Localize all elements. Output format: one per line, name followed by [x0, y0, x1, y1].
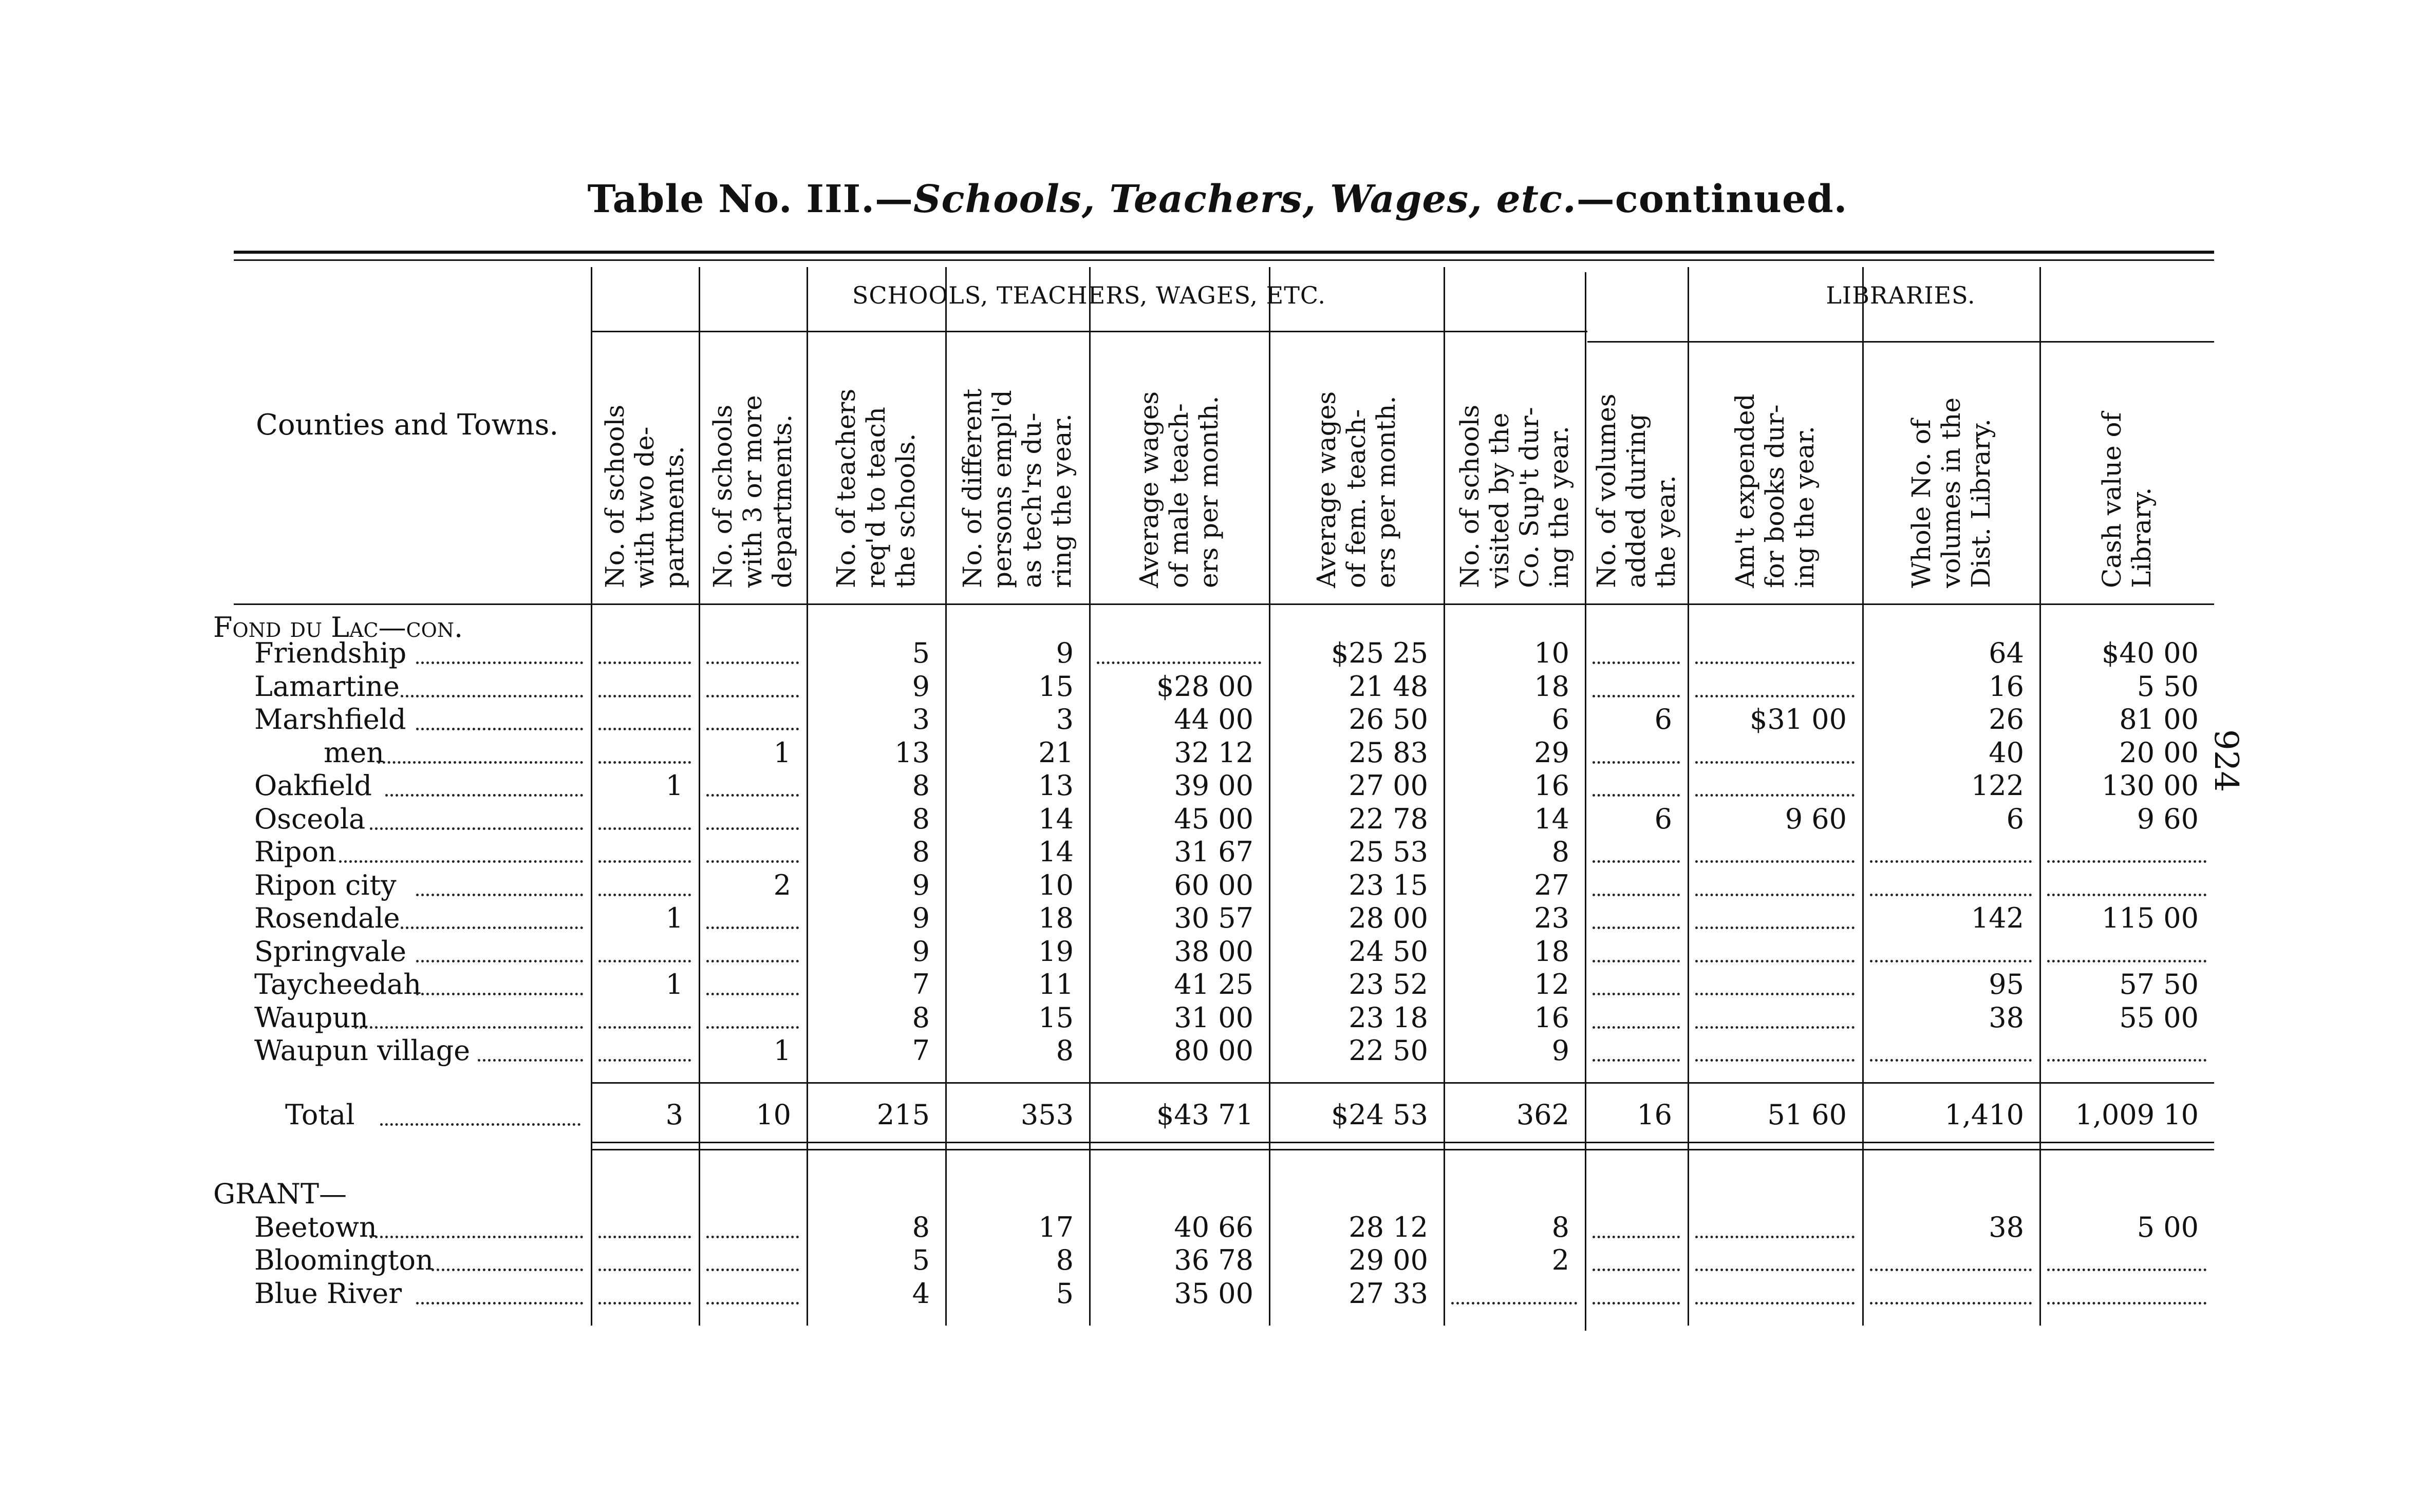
- town-name: Marshfield: [254, 703, 406, 735]
- table-cell: 17: [1038, 1211, 1074, 1243]
- table-cell: 80 00: [1174, 1034, 1253, 1067]
- table-cell: $24 53: [1331, 1098, 1428, 1131]
- table-cell: 30 57: [1174, 902, 1253, 934]
- tick: [1444, 334, 1445, 336]
- table-cell: 18: [1038, 902, 1074, 934]
- empty-cell-dots: [1695, 1236, 1855, 1238]
- empty-cell-dots: [706, 662, 799, 664]
- table-cell: 5: [912, 637, 930, 669]
- column-header-8: No. of volumes added during the year.: [1591, 393, 1681, 588]
- empty-cell-dots: [1695, 1026, 1855, 1029]
- table-cell: 9: [912, 670, 930, 703]
- table-cell: 25 83: [1348, 736, 1428, 769]
- table-cell: 23: [1534, 902, 1569, 934]
- empty-cell-dots: [706, 993, 799, 995]
- empty-cell-dots: [1097, 662, 1261, 664]
- table-cell: 41 25: [1174, 968, 1253, 1000]
- table-cell: 353: [1020, 1098, 1074, 1131]
- column-header-1: No. of schools with two de- partments.: [600, 405, 689, 588]
- empty-cell-dots: [1593, 1026, 1680, 1029]
- empty-cell-dots: [1695, 1269, 1855, 1271]
- page-number: 924: [2207, 729, 2245, 792]
- empty-cell-dots: [706, 927, 799, 929]
- table-cell: 14: [1038, 802, 1074, 835]
- tick: [2039, 344, 2041, 347]
- table-cell: 8: [1056, 1034, 1074, 1067]
- table-cell: 28 00: [1348, 902, 1428, 934]
- tick: [1269, 334, 1270, 336]
- group-header-libraries: LIBRARIES.: [1826, 281, 1976, 309]
- empty-cell-dots: [1593, 1059, 1680, 1062]
- tick: [1862, 344, 1864, 347]
- table-title: [0, 177, 2435, 221]
- table-cell: 45 00: [1174, 802, 1253, 835]
- table-cell: 29 00: [1348, 1244, 1428, 1276]
- table-cell: 13: [894, 736, 930, 769]
- empty-cell-dots: [706, 1236, 799, 1238]
- table-cell: 1: [665, 968, 683, 1000]
- empty-cell-dots: [1593, 993, 1680, 995]
- table-cell: 22 50: [1348, 1034, 1428, 1067]
- table-cell: $40 00: [2102, 637, 2199, 669]
- leader-dots: [416, 728, 583, 730]
- empty-cell-dots: [706, 794, 799, 797]
- empty-cell-dots: [1695, 662, 1855, 664]
- town-name: Lamartine: [254, 670, 400, 703]
- column-header-4: No. of different persons empl'd as tech'rs du- ring the year.: [958, 388, 1077, 588]
- empty-cell-dots: [1695, 960, 1855, 962]
- empty-cell-dots: [1870, 860, 2032, 863]
- table-cell: 15: [1038, 1001, 1074, 1034]
- table-cell: 19: [1038, 935, 1074, 968]
- table-cell: $43 71: [1156, 1098, 1253, 1131]
- leader-dots: [380, 1123, 580, 1126]
- leader-dots: [416, 960, 583, 962]
- table-cell: 362: [1516, 1098, 1569, 1131]
- column-header-11: Cash value of Library.: [2097, 412, 2157, 588]
- table-cell: 9: [912, 935, 930, 968]
- table-cell: 21 48: [1348, 670, 1428, 703]
- table-cell: 40 66: [1174, 1211, 1253, 1243]
- table-cell: 8: [912, 1211, 930, 1243]
- table-cell: 16: [1534, 769, 1569, 802]
- empty-cell-dots: [2047, 894, 2206, 896]
- table-cell: 1: [665, 769, 683, 802]
- table-cell: 1: [665, 902, 683, 934]
- table-cell: 64: [1989, 637, 2024, 669]
- leader-dots: [370, 827, 583, 830]
- leader-dots: [432, 1269, 583, 1271]
- table-cell: 6: [1654, 703, 1672, 735]
- empty-cell-dots: [1593, 927, 1680, 929]
- table-cell: $28 00: [1156, 670, 1253, 703]
- table-cell: 9 60: [1785, 802, 1847, 835]
- empty-cell-dots: [598, 761, 691, 764]
- column-header-10: Whole No. of volumes in the Dist. Library.: [1906, 397, 1996, 588]
- table-cell: 8: [1551, 836, 1569, 868]
- empty-cell-dots: [1695, 761, 1855, 764]
- empty-cell-dots: [1695, 1302, 1855, 1305]
- table-cell: 10: [1534, 637, 1569, 669]
- town-name: Oakfield: [254, 769, 372, 802]
- town-name: Springvale: [254, 935, 406, 968]
- column-rule-7: [1585, 272, 1586, 1331]
- table-cell: 20 00: [2119, 736, 2199, 769]
- table-cell: 9: [1551, 1034, 1569, 1067]
- empty-cell-dots: [598, 1236, 691, 1238]
- table-cell: 31 00: [1174, 1001, 1253, 1034]
- leader-dots: [385, 794, 583, 797]
- town-name: Bloomington: [254, 1244, 434, 1276]
- table-cell: 27 00: [1348, 769, 1428, 802]
- empty-cell-dots: [598, 894, 691, 896]
- table-cell: 5: [912, 1244, 930, 1276]
- table-cell: 8: [912, 836, 930, 868]
- table-cell: 81 00: [2119, 703, 2199, 735]
- town-name: men: [324, 736, 384, 769]
- empty-cell-dots: [1593, 1302, 1680, 1305]
- table-cell: 18: [1534, 670, 1569, 703]
- leader-dots: [416, 993, 583, 995]
- table-cell: 44 00: [1174, 703, 1253, 735]
- table-cell: 95: [1989, 968, 2024, 1000]
- title-suffix: —continued.: [1576, 177, 1848, 221]
- leader-dots: [339, 860, 583, 863]
- empty-cell-dots: [706, 728, 799, 730]
- table-cell: 7: [912, 1034, 930, 1067]
- empty-cell-dots: [1870, 1059, 2032, 1062]
- table-cell: 39 00: [1174, 769, 1253, 802]
- empty-cell-dots: [598, 827, 691, 830]
- empty-cell-dots: [1593, 894, 1680, 896]
- counties-towns-header: Counties and Towns.: [256, 408, 559, 442]
- table-cell: 8: [912, 1001, 930, 1034]
- table-cell: 57 50: [2119, 968, 2199, 1000]
- empty-cell-dots: [2047, 1269, 2206, 1271]
- table-cell: 32 12: [1174, 736, 1253, 769]
- table-cell: 13: [1038, 769, 1074, 802]
- empty-cell-dots: [1870, 1302, 2032, 1305]
- table-cell: 14: [1038, 836, 1074, 868]
- table-cell: 21: [1038, 736, 1074, 769]
- table-cell: 6: [2006, 802, 2024, 835]
- total-label: Total: [285, 1098, 355, 1131]
- table-cell: 3: [912, 703, 930, 735]
- empty-cell-dots: [598, 1302, 691, 1305]
- empty-cell-dots: [598, 662, 691, 664]
- empty-cell-dots: [1593, 960, 1680, 962]
- title-prefix: Table No. III.—: [587, 177, 913, 221]
- column-header-2: No. of schools with 3 or more departments.: [708, 395, 797, 588]
- total-bottom-rule-2: [591, 1149, 2214, 1150]
- tick: [1089, 334, 1091, 336]
- column-rule-1: [699, 267, 700, 1326]
- table-cell: 38: [1989, 1211, 2024, 1243]
- leader-dots: [354, 1026, 583, 1029]
- group-header-schools: SCHOOLS, TEACHERS, WAGES, ETC.: [852, 281, 1326, 309]
- empty-cell-dots: [706, 860, 799, 863]
- empty-cell-dots: [598, 860, 691, 863]
- leader-dots: [370, 1236, 583, 1238]
- table-cell: 22 78: [1348, 802, 1428, 835]
- tick: [699, 334, 700, 336]
- empty-cell-dots: [1695, 860, 1855, 863]
- table-cell: 11: [1038, 968, 1074, 1000]
- empty-cell-dots: [1695, 1059, 1855, 1062]
- empty-cell-dots: [1870, 1269, 2032, 1271]
- town-name: Ripon city: [254, 868, 397, 901]
- table-cell: 27: [1534, 868, 1569, 901]
- column-header-3: No. of teachers req'd to teach the schools.: [831, 388, 921, 588]
- empty-cell-dots: [2047, 860, 2206, 863]
- table-cell: 5 00: [2137, 1211, 2199, 1243]
- empty-cell-dots: [706, 827, 799, 830]
- tick: [807, 334, 808, 336]
- empty-cell-dots: [1695, 993, 1855, 995]
- town-name: Rosendale: [254, 902, 400, 934]
- table-cell: 55 00: [2119, 1001, 2199, 1034]
- header-bottom-rule: [234, 603, 2214, 605]
- empty-cell-dots: [598, 1026, 691, 1029]
- empty-cell-dots: [598, 695, 691, 697]
- table-cell: 9: [912, 902, 930, 934]
- table-cell: 8: [1056, 1244, 1074, 1276]
- tick: [1688, 344, 1689, 347]
- empty-cell-dots: [1870, 894, 2032, 896]
- table-cell: 1,009 10: [2075, 1098, 2199, 1131]
- column-header-9: Am't expended for books dur- ing the year.: [1730, 393, 1820, 588]
- table-cell: 5 50: [2137, 670, 2199, 703]
- table-cell: 15: [1038, 670, 1074, 703]
- empty-cell-dots: [598, 1059, 691, 1062]
- empty-cell-dots: [2047, 960, 2206, 962]
- empty-cell-dots: [1593, 662, 1680, 664]
- table-cell: 40: [1989, 736, 2024, 769]
- empty-cell-dots: [1695, 927, 1855, 929]
- tick: [945, 334, 947, 336]
- table-cell: 26: [1989, 703, 2024, 735]
- table-cell: 1: [773, 736, 791, 769]
- table-cell: 2: [1551, 1244, 1569, 1276]
- empty-cell-dots: [2047, 1059, 2206, 1062]
- county-heading: Fond du Lac—con.: [213, 611, 463, 644]
- empty-cell-dots: [706, 1269, 799, 1271]
- table-cell: 16: [1989, 670, 2024, 703]
- empty-cell-dots: [598, 960, 691, 962]
- table-cell: 27 33: [1348, 1277, 1428, 1310]
- table-cell: 7: [912, 968, 930, 1000]
- town-name: Beetown: [254, 1211, 377, 1243]
- town-name: Waupun village: [254, 1034, 471, 1067]
- table-cell: 24 50: [1348, 935, 1428, 968]
- table-cell: 38 00: [1174, 935, 1253, 968]
- table-cell: 35 00: [1174, 1277, 1253, 1310]
- table-cell: 8: [912, 802, 930, 835]
- table-cell: 26 50: [1348, 703, 1428, 735]
- empty-cell-dots: [1870, 960, 2032, 962]
- table-cell: 6: [1551, 703, 1569, 735]
- table-cell: 38: [1989, 1001, 2024, 1034]
- table-cell: 23 15: [1348, 868, 1428, 901]
- table-cell: 23 18: [1348, 1001, 1428, 1034]
- column-header-6: Average wages of fem. teach- ers per month.: [1312, 391, 1401, 588]
- table-cell: 115 00: [2102, 902, 2199, 934]
- empty-cell-dots: [1695, 695, 1855, 697]
- total-bottom-rule: [591, 1142, 2214, 1143]
- table-cell: 18: [1534, 935, 1569, 968]
- top-rule-thin: [234, 259, 2214, 261]
- column-header-7: No. of schools visited by the Co. Sup't dur- ing the year.: [1454, 405, 1574, 588]
- table-cell: 142: [1971, 902, 2024, 934]
- empty-cell-dots: [706, 960, 799, 962]
- town-name: Ripon: [254, 836, 336, 868]
- table-cell: 10: [1038, 868, 1074, 901]
- empty-cell-dots: [1451, 1302, 1577, 1305]
- empty-cell-dots: [1695, 794, 1855, 797]
- table-cell: 23 52: [1348, 968, 1428, 1000]
- leader-dots: [401, 927, 583, 929]
- table-cell: 215: [876, 1098, 930, 1131]
- table-cell: 10: [756, 1098, 791, 1131]
- title-italic: Schools, Teachers, Wages, etc.: [913, 177, 1577, 221]
- leader-dots: [378, 761, 583, 764]
- table-cell: 8: [1551, 1211, 1569, 1243]
- table-cell: 1: [773, 1034, 791, 1067]
- town-name: Waupun: [254, 1001, 368, 1034]
- table-cell: 8: [912, 769, 930, 802]
- table-cell: 3: [665, 1098, 683, 1131]
- table-cell: 2: [773, 868, 791, 901]
- leader-dots: [416, 1302, 583, 1305]
- table-cell: 9 60: [2137, 802, 2199, 835]
- empty-cell-dots: [1593, 1269, 1680, 1271]
- empty-cell-dots: [2047, 1302, 2206, 1305]
- town-name: Osceola: [254, 802, 366, 835]
- total-top-rule: [591, 1082, 2214, 1084]
- empty-cell-dots: [706, 1026, 799, 1029]
- column-header-5: Average wages of male teach- ers per month.: [1134, 391, 1224, 588]
- empty-cell-dots: [598, 1269, 691, 1271]
- table-cell: $31 00: [1750, 703, 1847, 735]
- table-cell: 4: [912, 1277, 930, 1310]
- table-cell: 5: [1056, 1277, 1074, 1310]
- leader-dots: [401, 695, 583, 697]
- leader-dots: [416, 662, 583, 664]
- empty-cell-dots: [1593, 860, 1680, 863]
- table-cell: 1,410: [1944, 1098, 2024, 1131]
- table-cell: 36 78: [1174, 1244, 1253, 1276]
- leader-dots: [416, 894, 583, 896]
- table-cell: 130 00: [2102, 769, 2199, 802]
- table-cell: 3: [1056, 703, 1074, 735]
- table-cell: 16: [1637, 1098, 1672, 1131]
- town-name: Blue River: [254, 1277, 402, 1310]
- empty-cell-dots: [598, 728, 691, 730]
- empty-cell-dots: [706, 695, 799, 697]
- empty-cell-dots: [1593, 761, 1680, 764]
- table-cell: $25 25: [1331, 637, 1428, 669]
- table-cell: 51 60: [1767, 1098, 1847, 1131]
- town-name: Taycheedah: [254, 968, 422, 1000]
- table-cell: 12: [1534, 968, 1569, 1000]
- table-cell: 25 53: [1348, 836, 1428, 868]
- empty-cell-dots: [1593, 695, 1680, 697]
- empty-cell-dots: [1593, 794, 1680, 797]
- leader-dots: [478, 1059, 583, 1062]
- table-cell: 14: [1534, 802, 1569, 835]
- table-cell: 122: [1971, 769, 2024, 802]
- empty-cell-dots: [1695, 894, 1855, 896]
- column-rule-8: [1688, 267, 1689, 1326]
- table-cell: 16: [1534, 1001, 1569, 1034]
- empty-cell-dots: [706, 1302, 799, 1305]
- table-cell: 28 12: [1348, 1211, 1428, 1243]
- table-cell: 31 67: [1174, 836, 1253, 868]
- table-cell: 9: [1056, 637, 1074, 669]
- table-cell: 29: [1534, 736, 1569, 769]
- empty-cell-dots: [1593, 1236, 1680, 1238]
- table-cell: 60 00: [1174, 868, 1253, 901]
- town-name: Friendship: [254, 637, 407, 669]
- top-rule-thick: [234, 251, 2214, 254]
- table-cell: 9: [912, 868, 930, 901]
- table-cell: 6: [1654, 802, 1672, 835]
- county-heading: GRANT—: [213, 1178, 347, 1210]
